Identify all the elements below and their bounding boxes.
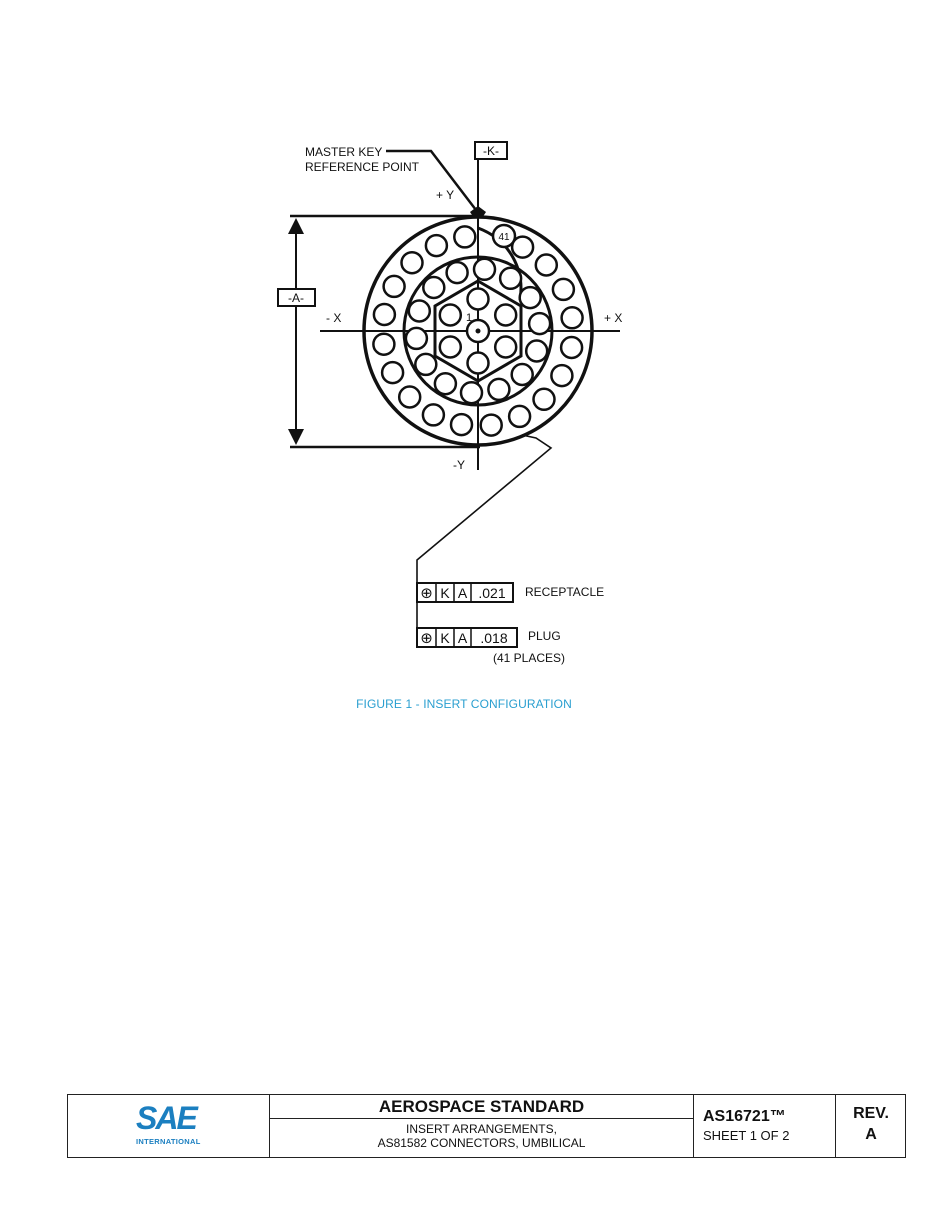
contact-cavity bbox=[461, 382, 482, 403]
svg-text:.018: .018 bbox=[480, 630, 508, 646]
title-cell bbox=[270, 1095, 694, 1157]
contact-cavity bbox=[447, 262, 468, 283]
reference-point-label: REFERENCE POINT bbox=[305, 160, 420, 174]
contact-cavity bbox=[406, 328, 427, 349]
sae-logo: SAE bbox=[136, 1100, 196, 1136]
axis-plus-y: + Y bbox=[436, 188, 455, 202]
contact-cavity bbox=[440, 305, 461, 326]
contact-cavity bbox=[526, 341, 547, 362]
contact-cavity bbox=[488, 379, 509, 400]
contact-cavity bbox=[553, 279, 574, 300]
axis-minus-y: -Y bbox=[453, 458, 465, 472]
contact-1-label: 1 bbox=[466, 312, 473, 324]
contact-cavity bbox=[481, 415, 502, 436]
svg-text:.021: .021 bbox=[478, 585, 506, 601]
contact-cavity bbox=[509, 406, 530, 427]
standard-title: AEROSPACE STANDARD bbox=[270, 1095, 693, 1119]
contact-cavity bbox=[415, 354, 436, 375]
contact-cavity bbox=[529, 313, 550, 334]
axis-minus-x: - X bbox=[326, 311, 342, 325]
contact-cavity bbox=[454, 226, 475, 247]
sae-logo-subtext: INTERNATIONAL bbox=[136, 1137, 201, 1146]
datum-k-label: -K- bbox=[483, 144, 499, 158]
document-number-cell bbox=[694, 1095, 836, 1157]
sheet-number: SHEET 1 OF 2 bbox=[703, 1128, 790, 1143]
contact-cavity bbox=[409, 301, 430, 322]
datum-a-label: -A- bbox=[288, 291, 304, 305]
contact-cavity bbox=[512, 364, 533, 385]
contact-cavity bbox=[495, 305, 516, 326]
contact-cavity bbox=[423, 277, 444, 298]
revision-label: REV. bbox=[853, 1105, 889, 1122]
svg-text:⊕: ⊕ bbox=[420, 585, 433, 602]
contact-cavity bbox=[534, 389, 555, 410]
contact-cavity bbox=[440, 337, 461, 358]
contact-cavity bbox=[399, 387, 420, 408]
contact-cavity bbox=[435, 373, 456, 394]
contact-cavity bbox=[551, 365, 572, 386]
fcf-plug bbox=[417, 628, 517, 647]
contact-cavity bbox=[402, 252, 423, 273]
svg-text:A: A bbox=[457, 585, 468, 601]
receptacle-label: RECEPTACLE bbox=[525, 585, 605, 599]
fcf-leader bbox=[417, 435, 551, 647]
contact-cavity bbox=[451, 414, 472, 435]
contact-cavity bbox=[500, 268, 521, 289]
contact-cavity bbox=[495, 337, 516, 358]
description-line-1: INSERT ARRANGEMENTS, bbox=[406, 1122, 557, 1136]
contact-cavity bbox=[520, 287, 541, 308]
plug-label: PLUG bbox=[528, 629, 561, 643]
contact-cavity bbox=[374, 304, 395, 325]
contact-cavity bbox=[384, 276, 405, 297]
axis-plus-x: + X bbox=[604, 311, 623, 325]
svg-text:⊕: ⊕ bbox=[420, 630, 433, 647]
fcf-receptacle bbox=[417, 583, 513, 602]
contact-cavity bbox=[468, 289, 489, 310]
svg-text:A: A bbox=[457, 630, 468, 646]
master-key-label: MASTER KEY bbox=[305, 145, 383, 159]
document-number: AS16721™ bbox=[703, 1108, 786, 1125]
contact-cavity bbox=[468, 353, 489, 374]
contact-cavity bbox=[426, 235, 447, 256]
contact-cavity bbox=[536, 255, 557, 276]
contact-cavity bbox=[474, 259, 495, 280]
contact-cavity bbox=[373, 334, 394, 355]
contact-cavity bbox=[382, 362, 403, 383]
description-line-2: AS81582 CONNECTORS, UMBILICAL bbox=[377, 1136, 586, 1150]
sae-logo-cell bbox=[68, 1095, 270, 1157]
contact-cavity bbox=[562, 307, 583, 328]
contact-cavity bbox=[423, 404, 444, 425]
figure-caption: FIGURE 1 - INSERT CONFIGURATION bbox=[356, 697, 572, 711]
contact-cavity bbox=[561, 337, 582, 358]
document-description bbox=[270, 1122, 693, 1150]
svg-text:K: K bbox=[440, 630, 450, 646]
svg-text:K: K bbox=[440, 585, 450, 601]
places-note: (41 PLACES) bbox=[493, 651, 566, 665]
contact-41-label: 41 bbox=[498, 232, 510, 243]
title-block bbox=[67, 1094, 906, 1158]
revision-value: A bbox=[865, 1126, 877, 1143]
revision-cell bbox=[836, 1095, 906, 1157]
